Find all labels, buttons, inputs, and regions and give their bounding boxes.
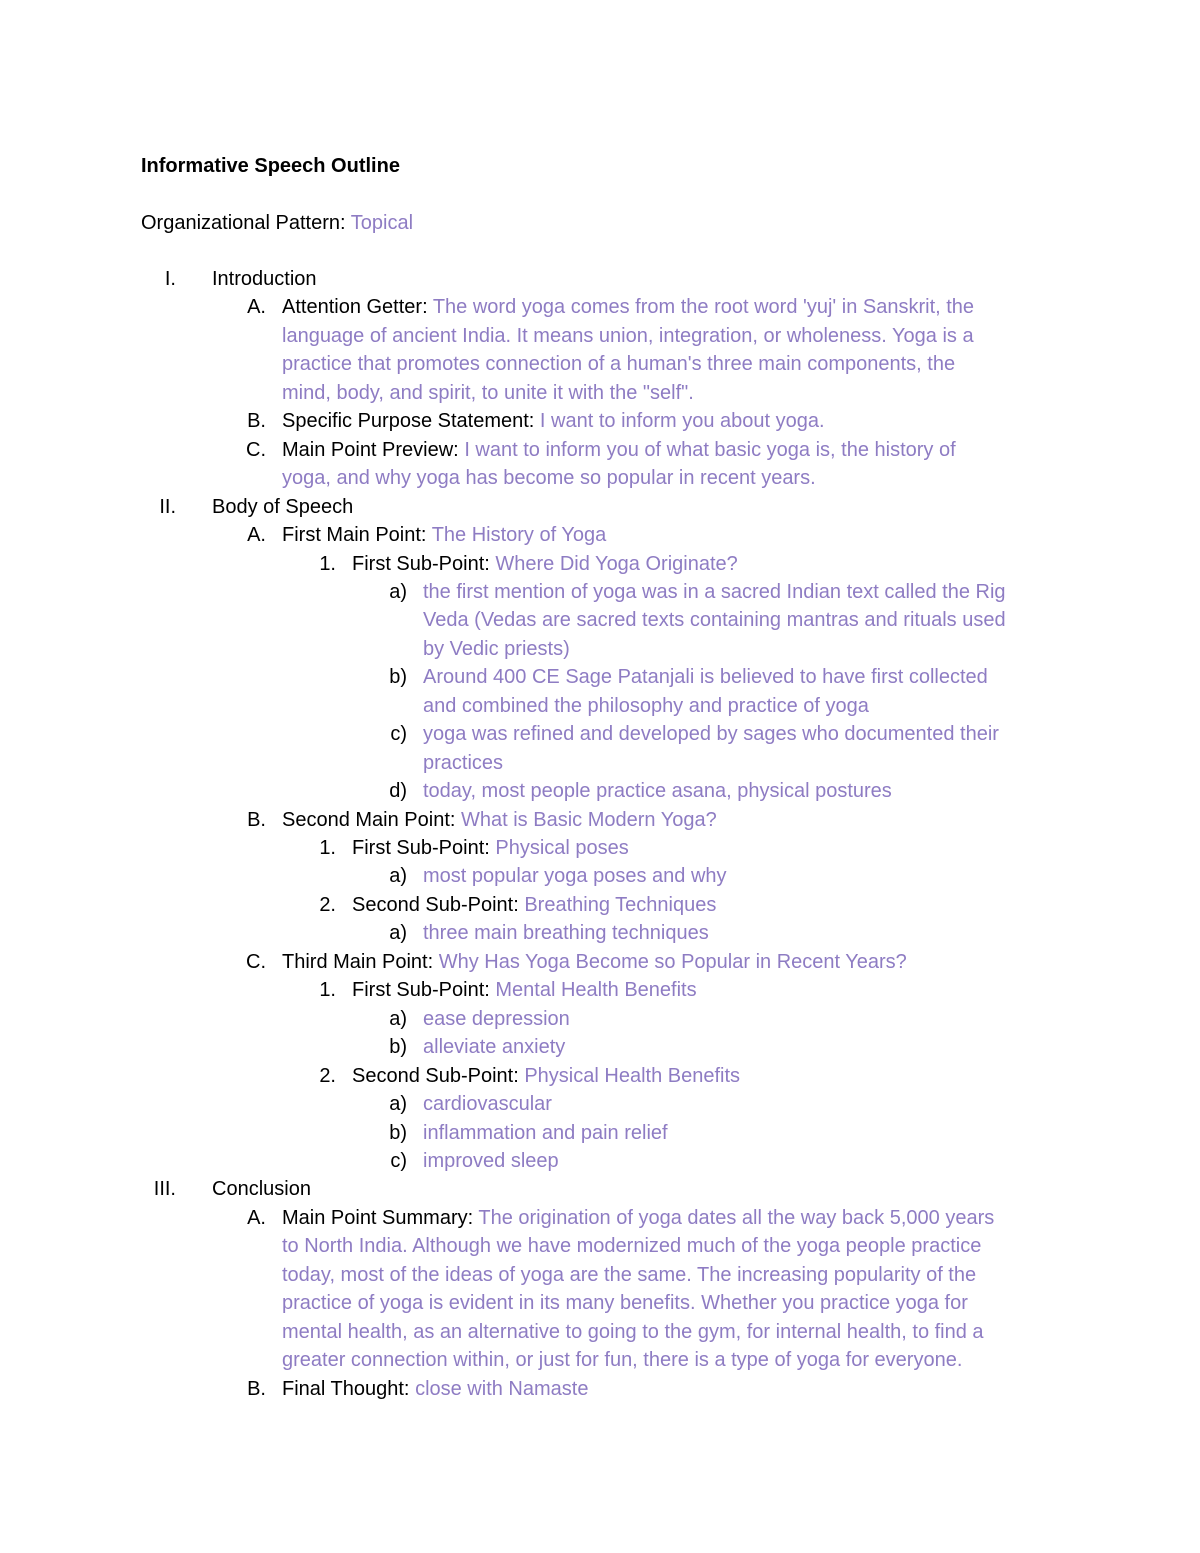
outline-item: [282, 1205, 994, 1231]
outline-marker: C.: [246, 438, 266, 461]
outline-item: [282, 1376, 588, 1402]
outline-content: Why Has Yoga Become so Popular in Recent Years?: [438, 950, 907, 973]
outline-content: The word yoga comes from the root word 'yuj' in Sanskrit, the: [432, 296, 975, 319]
outline-content: most popular yoga poses and why: [423, 865, 727, 888]
outline-item: [352, 835, 629, 861]
outline-item: [423, 579, 1006, 605]
outline-item: [423, 1006, 570, 1032]
outline-content: I want to inform you about yoga.: [539, 410, 825, 433]
outline-label: Second Sub-Point:: [352, 893, 519, 916]
outline-content: Where Did Yoga Originate?: [495, 552, 738, 575]
outline-marker: C.: [246, 950, 266, 973]
document-title: Informative Speech Outline: [141, 155, 400, 177]
outline-content-continued: mind, body, and spirit, to unite it with the "self".: [282, 381, 694, 404]
outline-marker: a): [389, 922, 407, 945]
outline-marker: 2.: [319, 893, 336, 916]
outline-marker: A.: [247, 1206, 266, 1229]
outline-marker: B.: [247, 808, 266, 831]
outline-content-continued: practice that promotes connection of a human's three main components, the: [282, 353, 956, 376]
outline-item: [423, 778, 892, 804]
outline-content-continued: to North India. Although we have modernized much of the yoga people practice: [282, 1235, 982, 1258]
outline-item: [282, 408, 825, 434]
outline-item: [423, 664, 988, 690]
outline-item: [282, 437, 956, 463]
outline-content: Breathing Techniques: [524, 893, 717, 916]
outline-item: [423, 1091, 552, 1117]
outline-item: [352, 977, 697, 1003]
outline-item: [423, 920, 709, 946]
outline-marker: a): [389, 1007, 407, 1030]
outline-content: Physical Health Benefits: [524, 1064, 741, 1087]
outline-item: [423, 1120, 668, 1146]
outline-item: [423, 721, 999, 747]
outline-marker: B.: [247, 1377, 266, 1400]
pattern-value: Topical: [350, 212, 414, 234]
outline-label: Main Point Preview:: [282, 438, 459, 461]
outline-content-continued: Veda (Vedas are sacred texts containing mantras and rituals used: [423, 609, 1006, 632]
outline-marker: A.: [247, 296, 266, 319]
outline-marker: c): [390, 1149, 407, 1172]
outline-marker: a): [389, 865, 407, 888]
outline-label: Body of Speech: [212, 495, 354, 518]
outline-label: Second Sub-Point:: [352, 1064, 519, 1087]
outline-content: close with Namaste: [415, 1377, 589, 1400]
outline-item: [352, 892, 716, 918]
outline-label: Third Main Point:: [282, 950, 434, 973]
outline-label: Introduction: [212, 268, 317, 290]
outline-marker: b): [389, 1121, 407, 1144]
outline-item: [282, 522, 606, 548]
outline-content-continued: greater connection within, or just for fun, there is a type of yoga for everyone.: [282, 1349, 963, 1372]
outline-content: The History of Yoga: [431, 524, 607, 547]
outline-item: [352, 551, 738, 577]
outline-content-continued: practices: [423, 751, 504, 774]
pattern-label: Organizational Pattern:: [141, 212, 346, 234]
outline-content: The origination of yoga dates all the way back 5,000 years: [478, 1206, 995, 1229]
outline-content-continued: by Vedic priests): [423, 637, 570, 660]
outline-label: Second Main Point:: [282, 808, 456, 831]
outline-content: improved sleep: [423, 1149, 559, 1172]
outline-item: [282, 294, 974, 320]
organizational-pattern: [141, 210, 413, 236]
outline-item: [423, 1148, 559, 1174]
outline-item: [423, 1034, 565, 1060]
outline-marker: III.: [153, 1178, 176, 1201]
outline-content: alleviate anxiety: [423, 1036, 566, 1059]
outline-label: First Sub-Point:: [352, 552, 490, 575]
outline-label: First Sub-Point:: [352, 979, 490, 1002]
outline-marker: b): [389, 1036, 407, 1059]
outline-marker: II.: [159, 495, 176, 518]
outline-content: yoga was refined and developed by sages who documented their: [423, 723, 999, 746]
outline-content: Physical poses: [495, 837, 629, 859]
outline-marker: I.: [164, 268, 176, 290]
outline-marker: a): [389, 1093, 407, 1116]
outline-content: the first mention of yoga was in a sacred Indian text called the Rig: [423, 580, 1006, 603]
outline-content: ease depression: [423, 1007, 570, 1030]
outline-content-continued: language of ancient India. It means union, integration, or wholeness. Yoga is a: [282, 324, 974, 347]
outline-item: [212, 1176, 311, 1202]
outline-label: First Sub-Point:: [352, 837, 490, 859]
outline-content: today, most people practice asana, physical postures: [423, 780, 892, 803]
outline-item: [282, 949, 907, 975]
outline-label: Attention Getter:: [282, 296, 428, 319]
outline-content: three main breathing techniques: [423, 922, 709, 945]
outline-marker: a): [389, 580, 407, 603]
outline-item: [282, 807, 717, 833]
outline-item: [423, 863, 727, 889]
outline-content: cardiovascular: [423, 1093, 552, 1116]
outline-label: Specific Purpose Statement:: [282, 410, 535, 433]
outline-content-continued: and combined the philosophy and practice of yoga: [423, 694, 869, 717]
outline-content: inflammation and pain relief: [423, 1121, 668, 1144]
outline-label: Conclusion: [212, 1178, 311, 1201]
outline-marker: b): [389, 666, 407, 689]
outline-content: What is Basic Modern Yoga?: [461, 808, 717, 831]
outline-content: Around 400 CE Sage Patanjali is believed to have first collected: [423, 666, 988, 689]
outline-marker: 1.: [319, 552, 336, 575]
outline-item: [212, 494, 353, 520]
outline-content-continued: yoga, and why yoga has become so popular in recent years.: [282, 467, 816, 490]
outline-marker: d): [389, 780, 407, 803]
outline-content: I want to inform you of what basic yoga is, the history of: [464, 438, 956, 461]
outline-content-continued: today, most of the ideas of yoga are the same. The increasing popularity of the: [282, 1263, 977, 1286]
outline-marker: 2.: [319, 1064, 336, 1087]
outline-content-continued: mental health, as an alternative to going to the gym, for internal health, to find a: [282, 1320, 984, 1343]
outline-label: Final Thought:: [282, 1377, 410, 1400]
outline-marker: 1.: [319, 837, 336, 859]
outline-marker: c): [390, 723, 407, 746]
outline-content-continued: practice of yoga is evident in its many benefits. Whether you practice yoga for: [282, 1292, 968, 1315]
outline-marker: B.: [247, 410, 266, 433]
outline-item: [352, 1063, 740, 1089]
outline-label: Main Point Summary:: [282, 1206, 474, 1229]
outline-content: Mental Health Benefits: [495, 979, 697, 1002]
outline-item: [212, 266, 317, 292]
outline-label: First Main Point:: [282, 524, 427, 547]
outline-marker: 1.: [319, 979, 336, 1002]
outline-marker: A.: [247, 524, 266, 547]
